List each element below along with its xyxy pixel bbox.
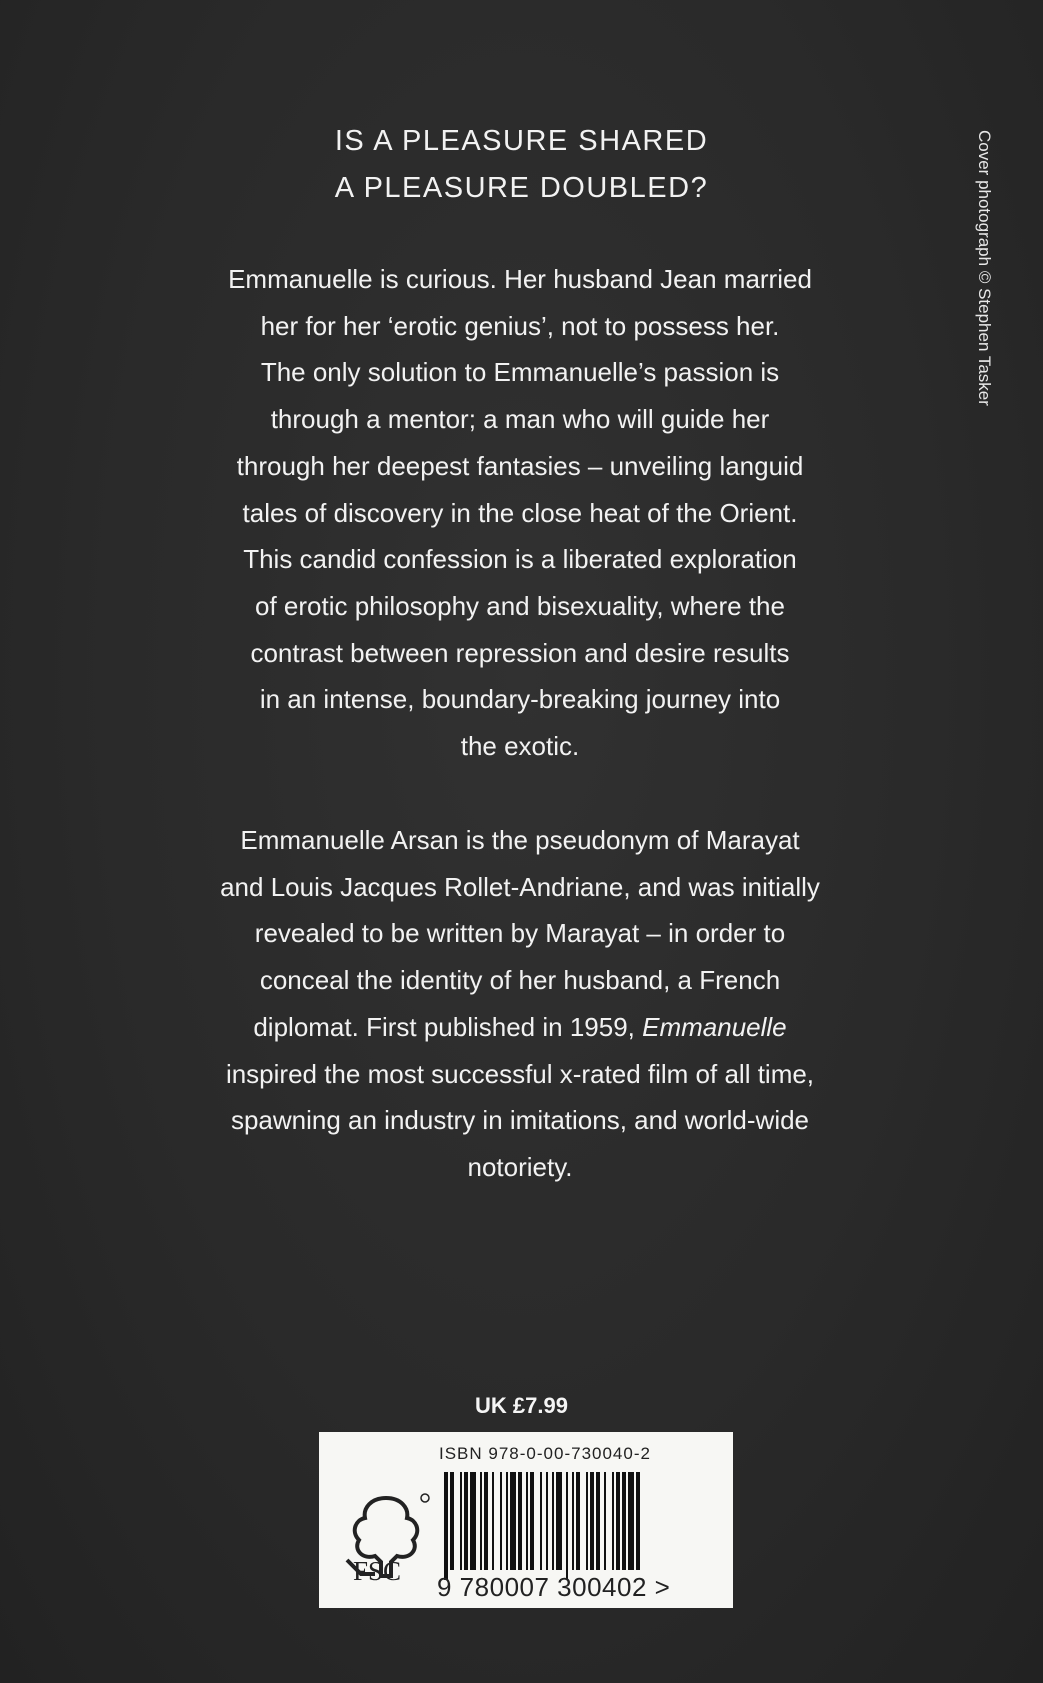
barcode-bar [526,1472,528,1570]
bio-line: conceal the identity of her husband, a French [259,965,781,996]
barcode-bar [572,1472,574,1570]
blurb-line: tales of discovery in the close heat of the Orient. [242,497,798,528]
book-title-italic: Emmanuelle [642,1011,787,1042]
blurb-line: Emmanuelle is curious. Her husband Jean married [228,264,812,294]
barcode-digits: 9 780007 300402 > [437,1572,671,1602]
blurb-line: through her deepest fantasies – unveiling languid [236,450,804,481]
bio-line: and Louis Jacques Rollet-Andriane, and was initially [220,871,820,902]
barcode-bar [530,1472,534,1570]
bio-line: revealed to be written by Marayat – in order to [254,918,786,949]
barcode-bar [450,1472,454,1570]
blurb-line: her for her ‘erotic genius’, not to possess her. [260,310,780,341]
headline-line-1: IS A PLEASURE SHARED [334,125,709,157]
blurb-line: contrast between repression and desire results [250,637,790,668]
barcode-bar [492,1472,494,1570]
blurb-line: in an intense, boundary-breaking journey into [259,684,781,715]
barcode-bar [444,1472,448,1580]
isbn-label: ISBN 978-0-00-730040-2 [439,1444,651,1463]
barcode-bar [636,1472,640,1570]
barcode-panel [319,1432,733,1608]
barcode-bar [552,1472,554,1570]
price: UK £7.99 [475,1393,568,1418]
blurb-line: This candid confession is a liberated exploration [243,544,797,575]
bio-text: diplomat. First published in 1959, [253,1011,643,1042]
headline-line-2: A PLEASURE DOUBLED? [334,172,709,204]
barcode-bar [464,1472,468,1570]
barcode-bar [622,1472,626,1570]
blurb-line: The only solution to Emmanuelle’s passion is [260,357,780,388]
barcode-bar [604,1472,606,1570]
barcode-bar [484,1472,488,1570]
barcode-bar [540,1472,542,1570]
barcode-bar [470,1472,476,1570]
bio-line: Emmanuelle Arsan is the pseudonym of Marayat [240,825,800,855]
author-bio [180,817,860,1191]
blurb-line: of erotic philosophy and bisexuality, where the [255,590,785,621]
barcode-bar [596,1472,600,1570]
blurb-line: through a mentor; a man who will guide her [270,404,770,435]
barcode-bar [518,1472,522,1570]
blurb-line: the exotic. [460,731,580,762]
bio-line: spawning an industry in imitations, and world-wide [230,1105,810,1136]
barcode-bar [500,1472,502,1570]
barcode-bar [506,1472,508,1570]
barcode-bar [590,1472,594,1570]
barcode-bar [612,1472,614,1570]
barcode-bar [556,1472,562,1570]
barcode-bar [460,1472,462,1570]
barcode-bar [628,1472,634,1570]
bio-line: inspired the most successful x-rated film of all time, [225,1058,815,1089]
blurb [180,256,860,770]
barcode-bar [480,1472,482,1570]
barcode-bar [616,1472,620,1570]
barcode-bar [586,1472,588,1570]
barcode-bar [566,1472,568,1580]
bio-line [180,1004,860,1051]
barcode-bar [510,1472,516,1570]
headline [0,118,1043,212]
cover-photo-credit: Cover photograph © Stephen Tasker [975,130,994,406]
barcode-bar [546,1472,548,1570]
barcode-bars [444,1472,694,1582]
barcode-bar [576,1472,580,1570]
fsc-label: FSC [353,1556,402,1586]
bio-line: notoriety. [467,1151,573,1182]
